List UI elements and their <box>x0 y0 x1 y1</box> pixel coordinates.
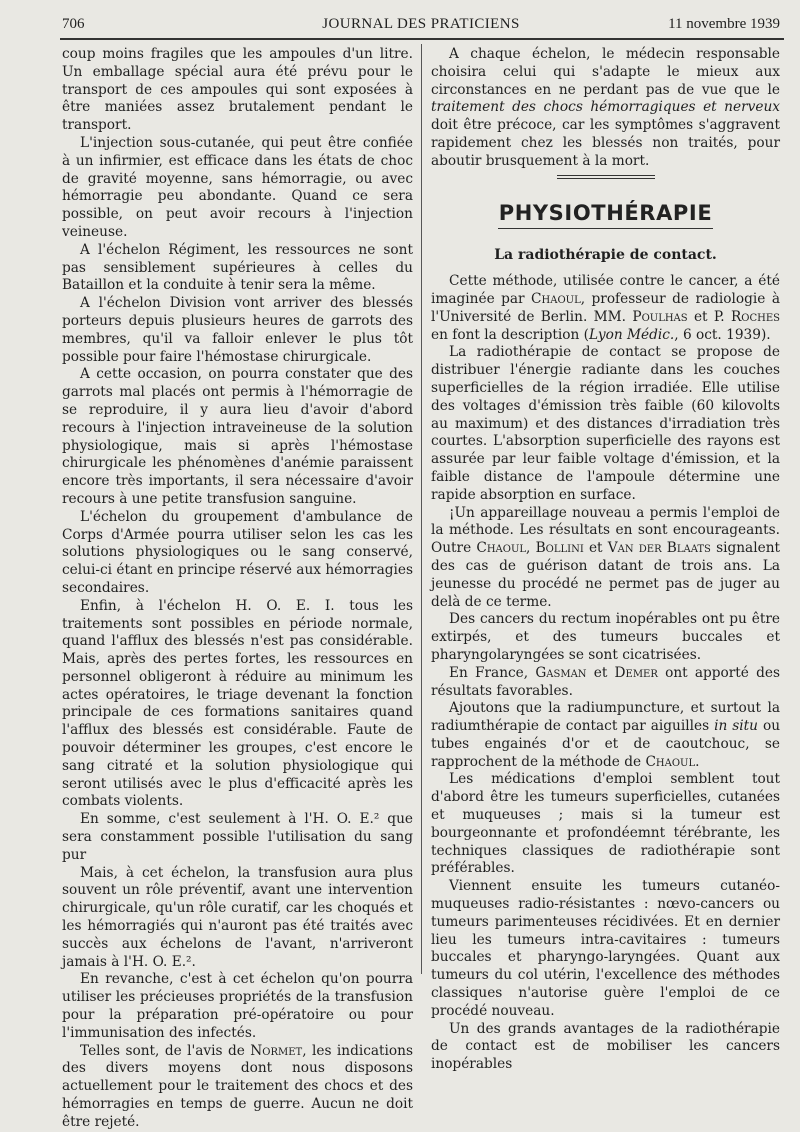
text-run: doit être précoce, car les symptômes s'aggravent rapidement chez les blessés non traités, pour aboutir brusquement à la mort. <box>431 117 780 169</box>
text-run: , professeur de radiologie à l'Université de Berlin. MM. <box>431 290 781 325</box>
author-name: Roches <box>730 308 780 325</box>
paragraph <box>431 700 780 771</box>
paragraph: En revanche, c'est à cet échelon qu'on pourra utiliser les précieuses propriétés de la transfusion pour la préparation pré-opératoire ou pour l'immunisation des infectés. <box>62 971 413 1041</box>
author-name: Poulhas <box>632 308 688 325</box>
text-run: Telles sont, de l'avis de <box>80 1042 251 1059</box>
paragraph: A l'échelon Régiment, les ressources ne sont pas sensiblement supérieures à celles du Bataillon et la conduite à tenir sera la même. <box>62 241 413 294</box>
text-run: . <box>695 753 700 770</box>
text-run: , 6 oct. 1939). <box>674 326 771 343</box>
text-run: et P. <box>687 308 731 325</box>
text-run: signalent des cas de guérison datant de trois ans. La jeunesse du procédé ne permet pas de juger au delà de ce terme. <box>431 540 781 610</box>
author-name: Chaoul <box>645 753 696 770</box>
text-run: , <box>526 540 536 557</box>
text-run: et <box>586 664 615 681</box>
section-title: PHYSIOTHÉRAPIE <box>498 200 713 225</box>
author-name: Gasman <box>535 664 587 681</box>
title-underline <box>498 228 713 229</box>
author-name: Chaoul <box>531 290 581 307</box>
journal-title: JOURNAL DES PRATICIENS <box>322 16 520 32</box>
column-divider <box>421 44 422 974</box>
paragraph: A l'échelon Division vont arriver des blessés porteurs depuis plusieurs heures de garrots des membres, qu'il va falloir enlever le plus tôt possible pour faire l'hémostase chirurgicale. <box>62 295 413 365</box>
paragraph: coup moins fragiles que les ampoules d'un litre. Un emballage spécial aura été prévu pour le transport de ces ampoules qui sont exposées à être maniées assez brutalement pendant le transport. <box>62 46 413 134</box>
text-run: ont apporté des résultats favorables. <box>431 664 780 699</box>
issue-date: 11 novembre 1939 <box>668 16 780 32</box>
paragraph: Enfin, à l'échelon H. O. E. I. tous les traitements sont possibles en période normale, quand l'afflux des blessés n'est pas considérable. Mais, après des pertes fortes, les ressources en personnel obligeront à réduire au minimum les actes opératoires, le triage devenant la fonction principale de ces formations sanitaires quand l'afflux des blessés est considérable. Faute de pouvoir déterminer les groupes, c'est encore le sang citraté et la solution physiologique qui seront utilisés avec le plus d'efficacité après les combats violents. <box>62 597 413 810</box>
paragraph <box>431 505 780 612</box>
text-run: Cette méthode, utilisée contre le cancer, a été imaginée par <box>431 273 780 307</box>
author-name: Chaoul <box>476 540 527 557</box>
page-number: 706 <box>62 16 85 32</box>
citation: Lyon Médic. <box>589 326 675 343</box>
right-column <box>431 46 781 1073</box>
paragraph: Viennent ensuite les tumeurs cutanéo-muqueuses radio-résistantes : nœvo-cancers ou tumeurs parimenteuses récidivées. Et en dernier lieu les tumeurs intra-cavitaires : tumeurs buccales et pharyngo-laryngées. Quant aux tumeurs du col utérin, l'excellence des méthodes classiques n'autorise guère l'emploi de ce procédé nouveau. <box>431 878 780 1019</box>
header-rule <box>60 38 784 40</box>
paragraph <box>431 273 780 344</box>
paragraph: Les médications d'emploi semblent tout d'abord être les tumeurs superficielles, cutanées et muqueuses ; mais si la tumeur est bourgeonnante et profondéemnt térébrante, les techniques classiques de radiothérapie sont préférables. <box>431 771 780 877</box>
text-run: A chaque échelon, le médecin responsable choisira celui qui s'adapte le mieux aux circonstances en ne perdant pas de vue que le <box>431 46 780 98</box>
article-heading: La radiothérapie de contact. <box>494 247 717 264</box>
author-name: Demer <box>614 664 658 681</box>
author-name: Van der Blaats <box>607 540 711 557</box>
section-separator <box>557 175 655 179</box>
text-run: en font la description ( <box>431 326 589 343</box>
paragraph: Mais, à cet échelon, la transfusion aura plus souvent un rôle préventif, avant une intervention chirurgicale, qu'un rôle curatif, car les choqués et les hémorragiés qui n'auront pas été traités avec succès aux échelons de l'avant, n'arriveront jamais à l'H. O. E.². <box>62 864 413 970</box>
paragraph: La radiothérapie de contact se propose de distribuer l'énergie radiante dans les couches superficielles de la région irradiée. Elle utilise des voltages d'émission très faible (60 kilovolts au maximum) et des distances d'irradiation très courtes. L'absorption superficielle des rayons est assurée par leur faible voltage d'émission, et la faible distance de l'ampoule détermine une rapide absorption en surface. <box>431 344 780 503</box>
paragraph: Un des grands avantages de la radiothérapie de contact est de mobiliser les cancers inopérables <box>431 1020 780 1073</box>
text-run: ou tubes engainés d'or et de caoutchouc, se rapprochent de la méthode de <box>431 718 781 770</box>
paragraph: A cette occasion, on pourra constater que des garrots mal placés ont permis à l'hémorragie de se reproduire, il y aura lieu d'avoir d'abord recours à l'injection intraveineuse de la solution physiologique, mais si après l'hémostase chirurgicale les phénomènes d'anémie paraissent encore très importants, il sera nécessaire d'avoir recours à une petite transfusion sanguine. <box>62 366 413 507</box>
paragraph: L'injection sous-cutanée, qui peut être confiée à un infirmier, est efficace dans les états de choc de gravité moyenne, sans hémorragie, ou avec hémorragie peu abondante. Quand ce sera possible, on peut avoir recours à l'injection veineuse. <box>62 134 413 240</box>
paragraph <box>62 1043 413 1132</box>
text-run: et <box>583 540 608 557</box>
text-run: Ajoutons que la radiumpuncture, et surtout la radiumthérapie de contact par aiguilles <box>431 700 780 735</box>
author-name: Normet <box>250 1042 303 1059</box>
author-name: Bollini <box>535 540 584 557</box>
paragraph: En somme, c'est seulement à l'H. O. E.² que sera constamment possible l'utilisation du sang pur <box>62 811 413 863</box>
running-header <box>62 16 780 38</box>
paragraph <box>431 665 780 701</box>
paragraph: Des cancers du rectum inopérables ont pu être extirpés, et des tumeurs buccales et pharyngolaryngées se sont cicatrisées. <box>431 611 780 663</box>
paragraph: L'échelon du groupement d'ambulance de Corps d'Armée pourra utiliser selon les cas les solutions physiologiques ou le sang conservé, celui-ci étant en principe réservé aux hémorragies secondaires. <box>62 508 413 596</box>
emphasis: traitement des chocs hémorragiques et nerveux <box>431 99 780 116</box>
emphasis: in situ <box>714 718 758 735</box>
text-run: , les indications des divers moyens dont nous disposons actuellement pour le traitement des chocs et des hémorragies en temps de guerre. Aucun ne doit être rejeté. <box>62 1042 414 1130</box>
text-run: ¡Un appareillage nouveau a permis l'emploi de la méthode. Les résultats en sont encourageants. Outre <box>431 504 780 557</box>
text-run: En France, <box>449 664 536 681</box>
paragraph <box>431 46 780 171</box>
left-column <box>62 46 414 1130</box>
